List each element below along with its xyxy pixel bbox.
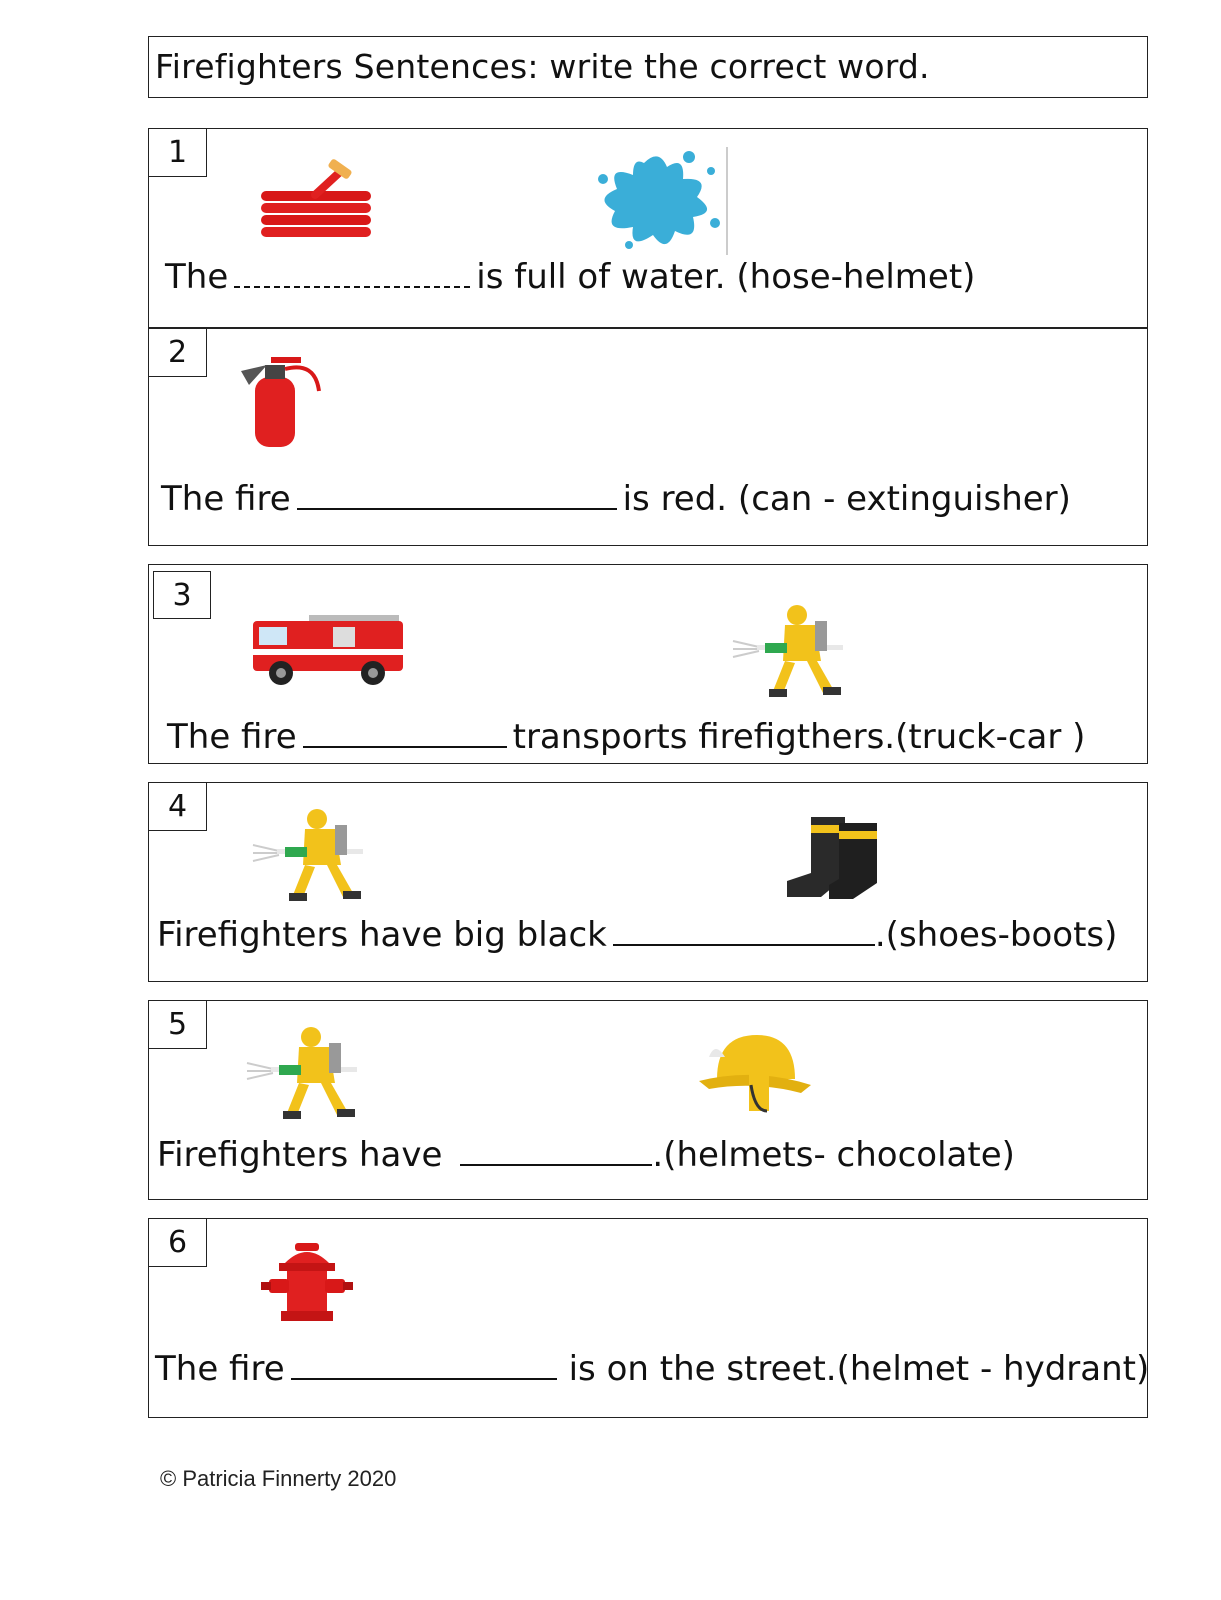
exercise-card-2: [148, 328, 1148, 546]
sentence-6: [155, 1349, 1149, 1389]
exercise-number: 1: [149, 129, 207, 177]
answer-blank[interactable]: [234, 260, 470, 288]
sentence-3: [167, 717, 1085, 757]
helmet-icon: [695, 1027, 815, 1119]
answer-blank[interactable]: [613, 918, 875, 946]
sentence-text-after: transports firefigthers.(truck-car ): [512, 717, 1086, 757]
boots-icon: [781, 813, 885, 901]
firefighter-icon: [729, 601, 849, 701]
exercise-number: 2: [149, 329, 207, 377]
sentence-text-after: is red. (can - extinguisher): [622, 479, 1071, 519]
sentence-text-before: The: [165, 257, 229, 297]
sentence-text-after: is on the street.(helmet - hydrant): [568, 1349, 1150, 1389]
answer-blank[interactable]: [297, 482, 617, 510]
fire-truck-icon: [249, 601, 409, 689]
worksheet-title-box: [148, 36, 1148, 98]
exercise-card-5: [148, 1000, 1148, 1200]
sentence-4: [157, 915, 1117, 955]
exercise-number: 5: [149, 1001, 207, 1049]
exercise-number: 3: [153, 571, 211, 619]
sentence-text-after: .(helmets- chocolate): [652, 1135, 1015, 1175]
exercise-card-3: [148, 564, 1148, 764]
worksheet-title: Firefighters Sentences: write the correct word.: [155, 47, 930, 86]
answer-blank[interactable]: [291, 1352, 557, 1380]
fire-extinguisher-icon: [235, 351, 325, 451]
sentence-1: [165, 257, 975, 297]
answer-blank[interactable]: [303, 720, 507, 748]
sentence-5: [157, 1135, 1015, 1175]
sentence-text-before: The fire: [167, 717, 297, 757]
sentence-text-before: The fire: [161, 479, 291, 519]
answer-blank[interactable]: [460, 1138, 652, 1166]
sentence-text-before: The fire: [155, 1349, 285, 1389]
sentence-text-before: Firefighters have: [157, 1135, 443, 1175]
sentence-text-before: Firefighters have big black: [157, 915, 607, 955]
hose-icon: [255, 151, 375, 251]
exercise-card-1: [148, 128, 1148, 328]
exercise-number: 4: [149, 783, 207, 831]
sentence-2: [161, 479, 1071, 519]
sentence-text-after: is full of water. (hose-helmet): [476, 257, 976, 297]
fire-hydrant-icon: [259, 1241, 355, 1323]
water-splash-icon: [589, 143, 734, 258]
exercise-card-6: [148, 1218, 1148, 1418]
exercise-card-4: [148, 782, 1148, 982]
firefighter-icon: [243, 1023, 363, 1123]
exercise-number: 6: [149, 1219, 207, 1267]
firefighter-icon: [249, 805, 369, 905]
sentence-text-after: .(shoes-boots): [874, 915, 1118, 955]
copyright-credit: © Patricia Finnerty 2020: [160, 1466, 397, 1491]
